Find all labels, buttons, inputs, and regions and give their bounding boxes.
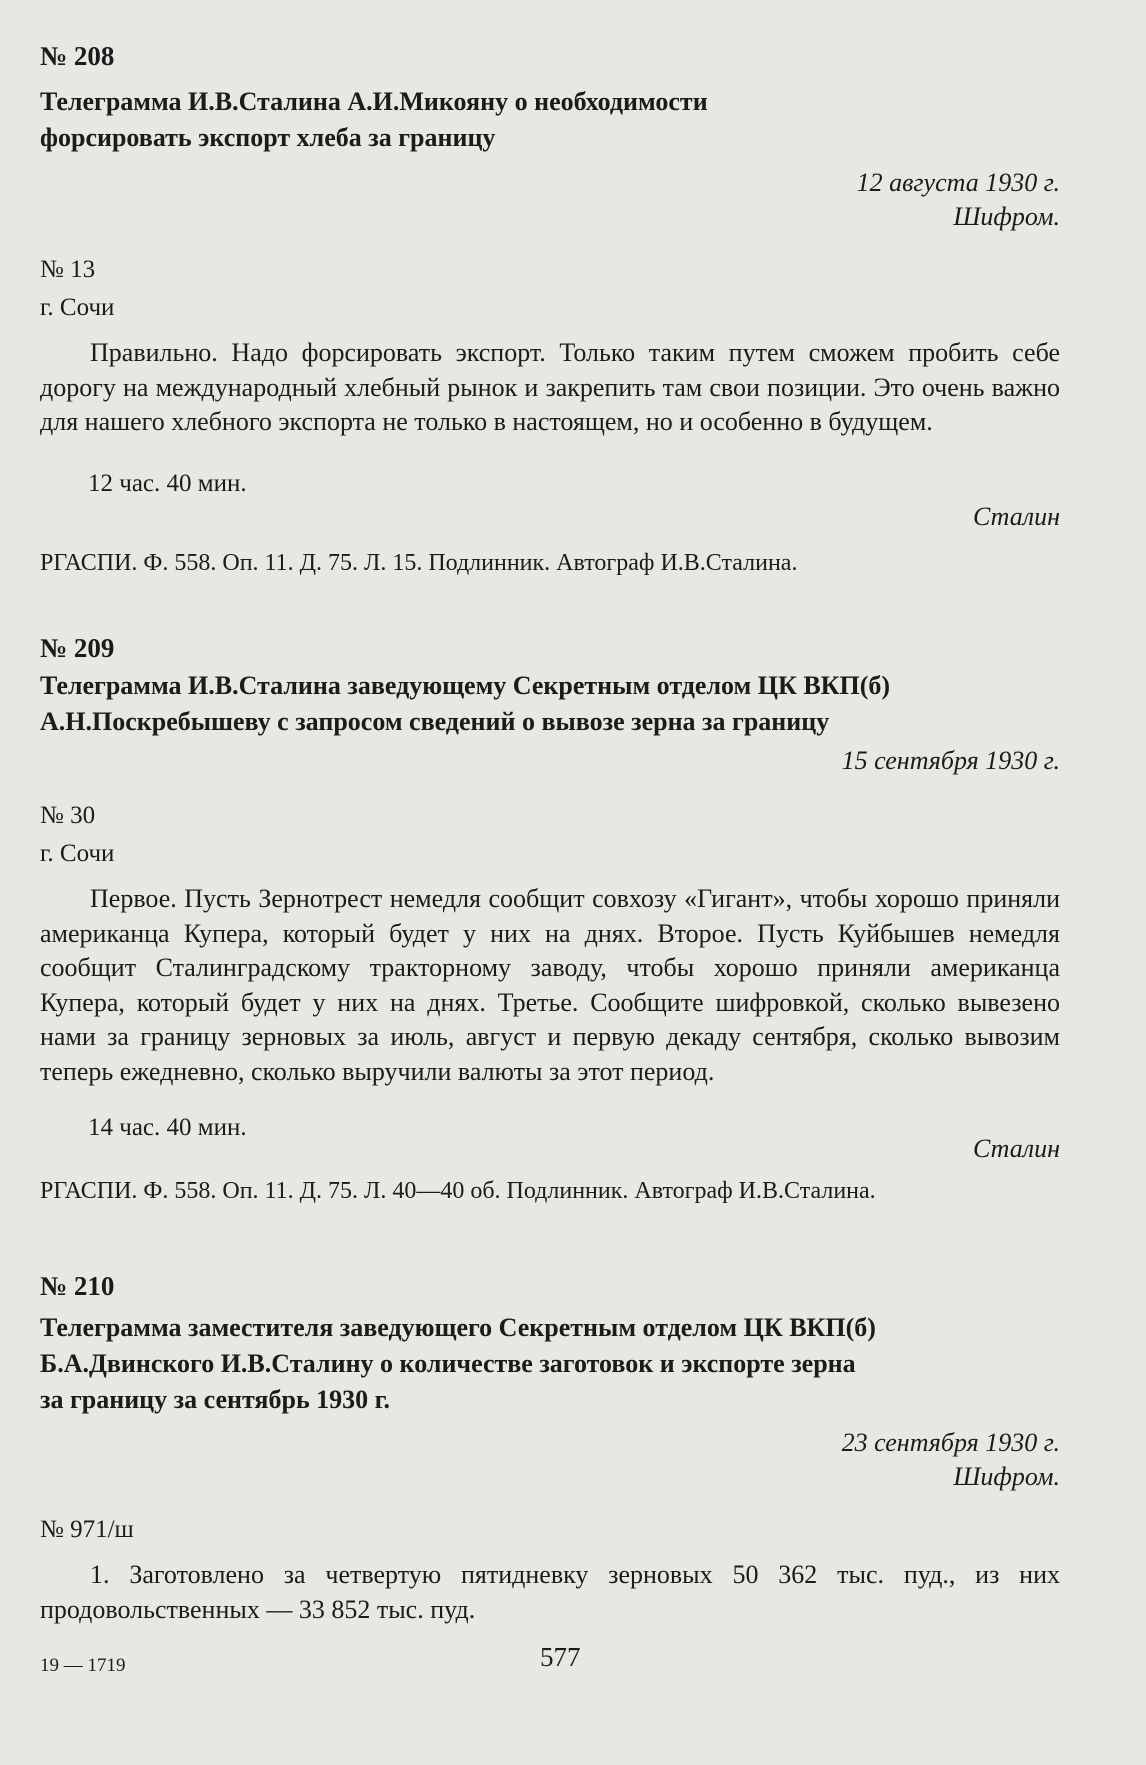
doc-210-cipher: Шифром. bbox=[953, 1462, 1060, 1491]
doc-210-date: 23 сентября 1930 г. bbox=[841, 1428, 1060, 1457]
doc-210-title-line-2: Б.А.Двинского И.В.Сталину о количестве заготовок и экспорте зерна bbox=[40, 1349, 856, 1378]
doc-209-time: 14 час. 40 мин. bbox=[88, 1114, 247, 1141]
doc-209-reg-number: № 30 bbox=[40, 802, 96, 829]
doc-208-body: Правильно. Надо форсировать экспорт. Только таким путем сможем пробить себе дорогу на международный хлебный рынок и закрепить там свои позиции. Это очень важно для нашего хлебного экспорта не только в настоящем, но и особенно в будущем. bbox=[40, 338, 1060, 436]
doc-208-place: г. Сочи bbox=[40, 294, 115, 321]
doc-209-title-line-2: А.Н.Поскребышеву с запросом сведений о вывозе зерна за границу bbox=[40, 707, 830, 736]
doc-209-title-line-1: Телеграмма И.В.Сталина заведующему Секретным отделом ЦК ВКП(б) bbox=[40, 671, 891, 700]
doc-210-title bbox=[40, 1310, 1060, 1418]
doc-210-reg-number: № 971/ш bbox=[40, 1516, 134, 1543]
doc-209-place: г. Сочи bbox=[40, 840, 115, 867]
doc-209-title bbox=[40, 668, 1060, 740]
doc-208-reg-number: № 13 bbox=[40, 256, 96, 283]
doc-208-signature: Сталин bbox=[972, 502, 1060, 531]
doc-210-body: 1. Заготовлено за четвертую пятидневку зерновых 50 362 тыс. пуд., из них продовольственных — 33 852 тыс. пуд. bbox=[40, 1560, 1060, 1624]
doc-208-title-line-1: Телеграмма И.В.Сталина А.И.Микояну о необходимости bbox=[40, 87, 708, 116]
doc-209-source: РГАСПИ. Ф. 558. Оп. 11. Д. 75. Л. 40—40 об. Подлинник. Автограф И.В.Сталина. bbox=[40, 1178, 876, 1204]
doc-208-number: № 208 bbox=[40, 41, 115, 71]
doc-208-title bbox=[40, 84, 1060, 156]
doc-209-date: 15 сентября 1930 г. bbox=[841, 746, 1060, 775]
doc-208-title-line-2: форсировать экспорт хлеба за границу bbox=[40, 123, 496, 152]
doc-208-time: 12 час. 40 мин. bbox=[88, 470, 247, 497]
doc-209-signature: Сталин bbox=[972, 1134, 1060, 1163]
doc-208-cipher: Шифром. bbox=[953, 202, 1060, 231]
doc-209-body: Первое. Пусть Зернотрест немедля сообщит совхозу «Гигант», чтобы хорошо приняли американца Купера, который будет у них на днях. Второе. Пусть Куйбышев немедля сообщит Сталинградскому тракторному заводу, чтобы хорошо приняли американца Купера, который будет у них на днях. Третье. Сообщите шифровкой, сколько вывезено нами за границу зерновых за июль, август и первую декаду сентября, сколько вывозим теперь ежедневно, сколько выручили валюты за этот период. bbox=[40, 884, 1060, 1086]
doc-208-date: 12 августа 1930 г. bbox=[856, 168, 1060, 197]
page-number: 577 bbox=[540, 1642, 581, 1672]
doc-210-number: № 210 bbox=[40, 1271, 115, 1301]
doc-209-number: № 209 bbox=[40, 633, 115, 663]
doc-210-title-line-1: Телеграмма заместителя заведующего Секретным отделом ЦК ВКП(б) bbox=[40, 1313, 876, 1342]
footer-code: 19 — 1719 bbox=[40, 1655, 126, 1676]
doc-210-title-line-3: за границу за сентябрь 1930 г. bbox=[40, 1385, 391, 1414]
doc-208-source: РГАСПИ. Ф. 558. Оп. 11. Д. 75. Л. 15. Подлинник. Автограф И.В.Сталина. bbox=[40, 550, 798, 576]
